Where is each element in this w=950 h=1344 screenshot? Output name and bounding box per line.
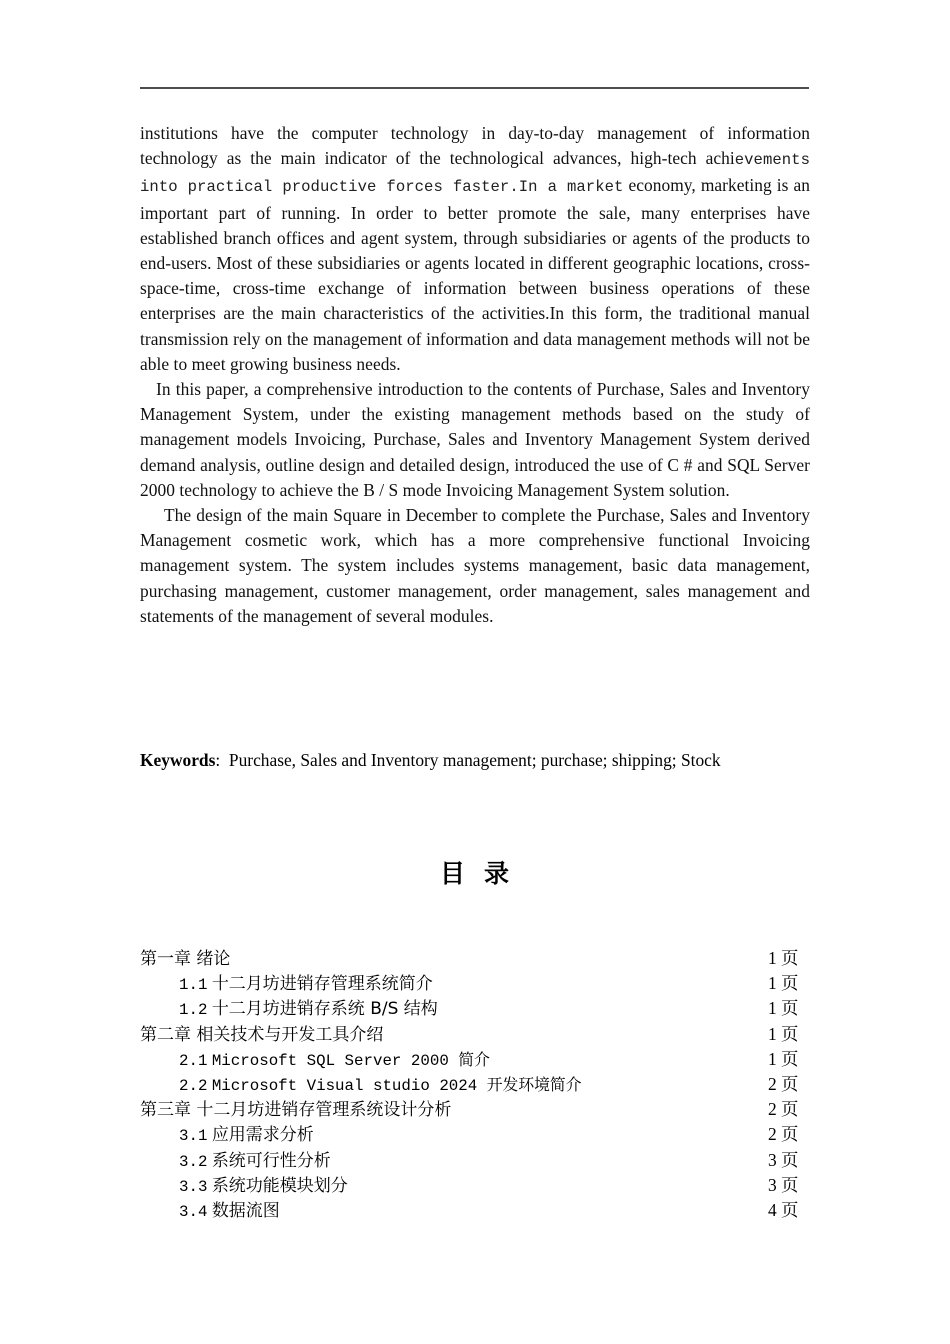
abstract-paragraph-1: [140, 121, 810, 377]
toc-heading-char-1: 目: [439, 861, 466, 888]
keywords-value: Purchase, Sales and Inventory management; purchase; shipping; Stock: [228, 750, 721, 770]
toc-entry-page-number: 3 页: [768, 1149, 799, 1170]
toc-entry-title: 系统功能模块划分: [211, 1175, 348, 1196]
toc-row[interactable]: [140, 1047, 810, 1072]
toc-row[interactable]: [140, 1173, 810, 1198]
toc-entry-title: Microsoft Visual studio 2024 开发环境简介: [211, 1076, 582, 1095]
toc-entry-page-number: 4 页: [768, 1199, 799, 1220]
toc-entry-number: 3.1: [179, 1127, 208, 1146]
toc-row[interactable]: [140, 971, 810, 996]
toc-entry-title: 十二月坊进销存管理系统简介: [211, 974, 433, 995]
toc-entry-number: 2.2: [179, 1076, 208, 1095]
toc-row[interactable]: [140, 1148, 810, 1173]
toc-entry-page-number: 1 页: [768, 948, 799, 968]
toc-row[interactable]: [140, 1198, 810, 1223]
toc-entry-page-number: 1 页: [768, 998, 799, 1019]
paragraph-run-serif: The design of the main Square in December to complete the Purchase, Sales and Inventory Management cosmetic work, which has a more comprehensive functional Invoicing management system. The system includes systems management, basic data management, purchasing management, customer management, order management, sales management and statements of the management of several modules.: [140, 505, 810, 626]
toc-entry-title: 系统可行性分析: [211, 1150, 331, 1171]
toc-row[interactable]: [140, 1097, 810, 1122]
toc-entry-title: 第二章 相关技术与开发工具介绍: [140, 1024, 384, 1045]
keywords-line: [140, 748, 820, 772]
abstract-body: [140, 121, 810, 629]
toc-row[interactable]: [140, 946, 810, 971]
toc-entry-number: 3.4: [179, 1202, 208, 1221]
toc-entry-number: 2.1: [179, 1051, 208, 1070]
toc-heading-char-2: 录: [484, 861, 511, 888]
toc-entry-title: 应用需求分析: [211, 1125, 314, 1146]
paragraph-run-serif-2: economy, marketing is an important part of running. In order to better promote the sale, many enterprises have established branch offices and agent system, through subsidiaries or agents of the products to end-users. Most of these subsidiaries or agents located in different geographic locations, cross-space-time, cross-time exchange of information between business operations of these enterprises are the main characteristics of the activities.In this form, the traditional manual transmission rely on the management of information and data management methods will not be able to meet growing business needs.: [140, 175, 811, 374]
toc-entry-page-number: 1 页: [768, 1048, 799, 1069]
toc-entry-page-number: 1 页: [768, 1023, 799, 1044]
toc-entry-page-number: 3 页: [768, 1174, 799, 1195]
toc-heading: [0, 854, 950, 890]
table-of-contents: [140, 946, 810, 1223]
keywords-label: Keywords: [140, 750, 216, 770]
toc-row[interactable]: [140, 1022, 810, 1047]
paragraph-run-serif: institutions have the computer technology in day-to-day management of information technology as the main indicator of the technological advances, high-tech achi: [140, 123, 810, 169]
keywords-separator: :: [215, 750, 221, 770]
toc-row[interactable]: [140, 1072, 810, 1097]
toc-entry-title: Microsoft SQL Server 2000 简介: [211, 1051, 490, 1070]
paragraph-run-serif: In this paper, a comprehensive introduction to the contents of Purchase, Sales and Inventory Management System, under the existing management methods based on the study of management models Invoicing, Purchase, Sales and Inventory Management System derived demand analysis, outline design and detailed design, introduced the use of C # and SQL Server 2000 technology to achieve the B / S mode Invoicing Management System solution.: [140, 379, 810, 500]
toc-entry-title: 第一章 绪论: [140, 949, 231, 969]
toc-entry-page-number: 2 页: [768, 1099, 799, 1120]
toc-row[interactable]: [140, 1122, 810, 1147]
toc-row[interactable]: [140, 996, 810, 1021]
header-divider: [140, 87, 809, 89]
toc-entry-number: 1.2: [179, 1001, 208, 1020]
paragraph-run-mono: evements into practical productive forces faster.In a market: [140, 151, 810, 197]
toc-entry-page-number: 2 页: [768, 1073, 799, 1094]
toc-entry-title: 十二月坊进销存系统 B/S 结构: [211, 999, 438, 1020]
toc-entry-page-number: 2 页: [768, 1124, 799, 1145]
toc-entry-page-number: 1 页: [768, 973, 799, 994]
toc-entry-number: 3.2: [179, 1152, 208, 1171]
toc-entry-number: 1.1: [179, 976, 208, 995]
abstract-paragraph-2: [140, 377, 810, 503]
toc-entry-title: 数据流图: [211, 1200, 280, 1221]
toc-entry-title: 第三章 十二月坊进销存管理系统设计分析: [140, 1100, 452, 1121]
abstract-paragraph-3: [140, 503, 810, 629]
toc-entry-number: 3.3: [179, 1177, 208, 1196]
